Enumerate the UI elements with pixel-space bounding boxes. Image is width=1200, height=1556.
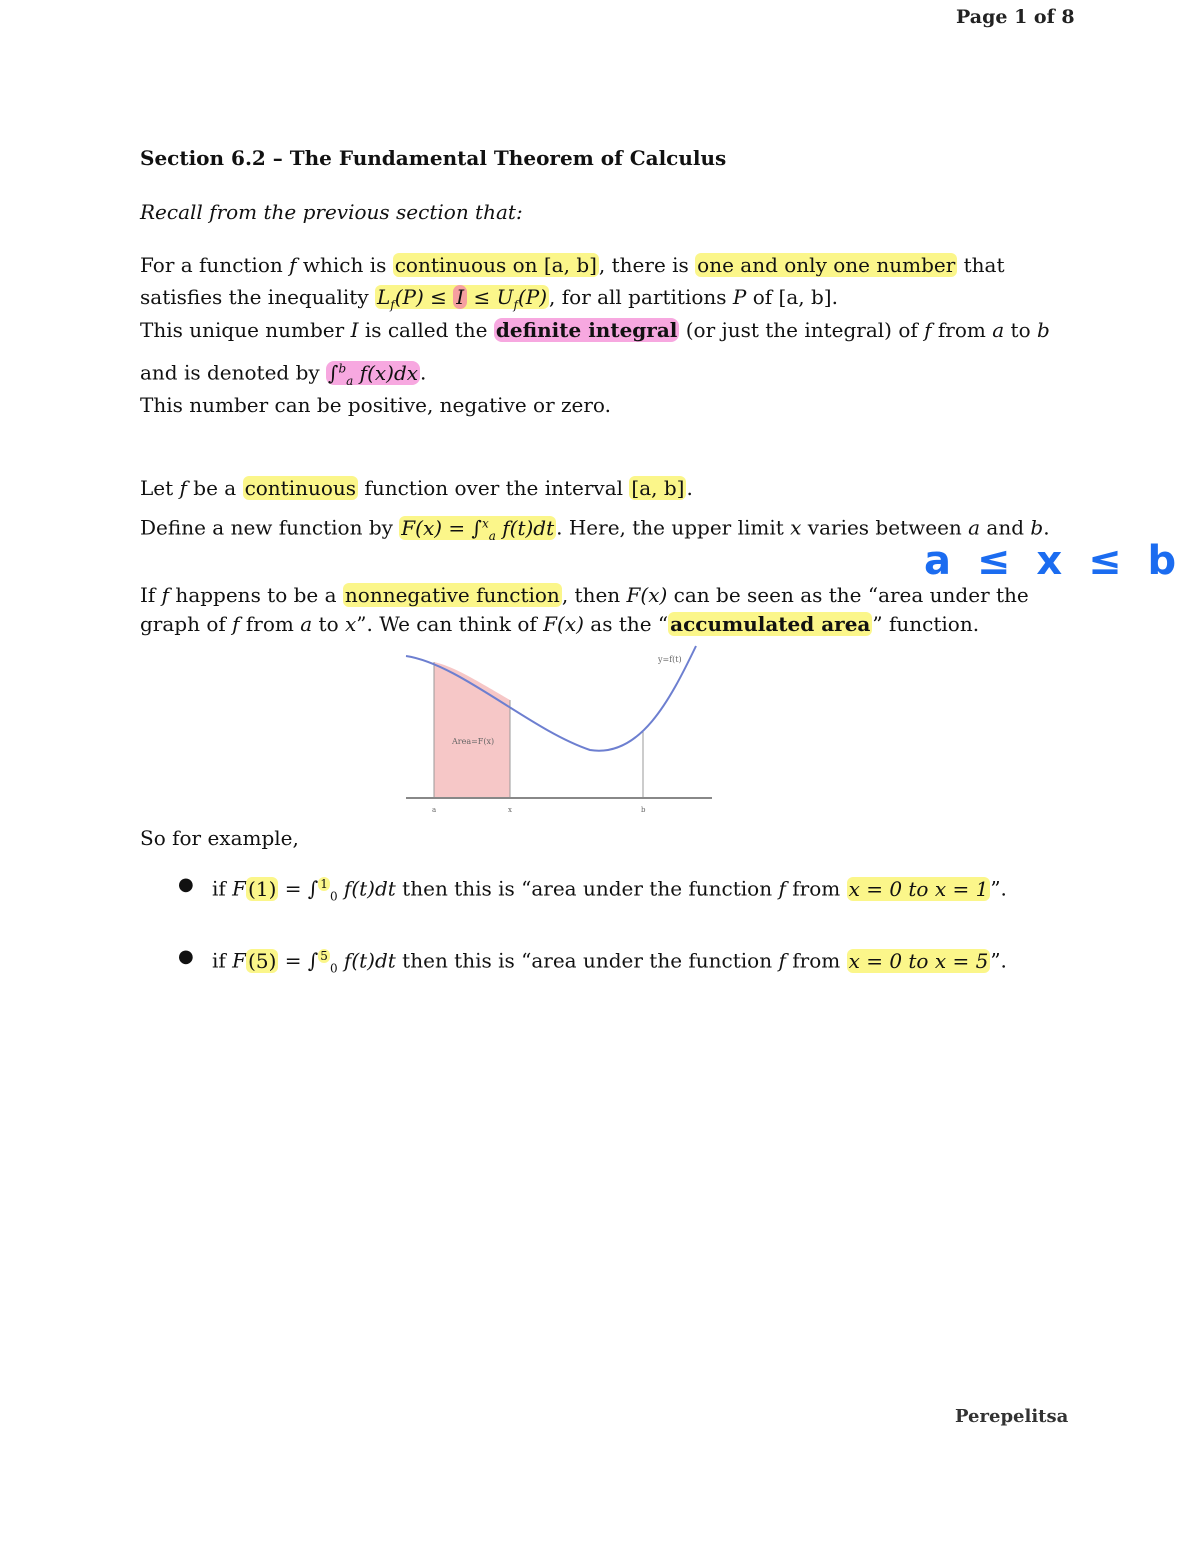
text: Define a new function by	[140, 515, 400, 540]
text: graph of	[140, 612, 233, 636]
text: =	[278, 876, 308, 901]
shaded-area	[434, 662, 510, 798]
text: if	[212, 876, 233, 901]
text: If	[140, 583, 162, 607]
math-f: f	[232, 612, 240, 636]
area-under-curve-figure	[400, 640, 720, 815]
integral-upper: b	[338, 361, 347, 375]
paragraph-nonnegative	[140, 581, 1029, 609]
highlight-I: I	[453, 285, 467, 309]
text: .	[1043, 515, 1050, 540]
area-label: Area=F(x)	[452, 737, 495, 746]
text: function over the interval	[358, 476, 630, 500]
integral-upper: x	[481, 516, 489, 530]
text: and	[980, 515, 1031, 540]
text: This unique number	[140, 318, 351, 342]
example-2	[212, 942, 1007, 983]
so-for-example: So for example,	[140, 826, 299, 850]
paragraph-denoted-by	[140, 354, 426, 395]
highlight-interval: [a, b]	[631, 476, 685, 500]
text: Let	[140, 476, 180, 500]
highlight-range: x = 0 to x = 5	[848, 948, 989, 973]
paragraph-sign: This number can be positive, negative or zero.	[140, 393, 611, 417]
math: (P)	[517, 285, 548, 309]
example-1	[212, 870, 1007, 911]
paragraph-definition-line1	[140, 251, 1005, 279]
highlight-arg: (5)	[248, 948, 277, 973]
text: .	[686, 476, 693, 500]
tick-b: b	[641, 806, 646, 814]
integral-sign: ∫	[307, 876, 319, 901]
text: ”.	[990, 876, 1007, 901]
highlight-arg: (1)	[248, 876, 277, 901]
text: which is	[296, 253, 393, 277]
integral-sign: ∫	[471, 515, 482, 540]
text: happens to be a	[169, 583, 343, 607]
section-title: Section 6.2 – The Fundamental Theorem of Calculus	[140, 146, 727, 170]
highlight-nonnegative-function: nonnegative function	[344, 583, 560, 607]
math-a: a	[300, 612, 313, 636]
math-F: F(x) =	[401, 515, 472, 540]
text: , for all partitions	[549, 285, 733, 309]
paragraph-definition-line3	[140, 316, 1050, 344]
math: (P) ≤	[394, 285, 454, 309]
text: then this is “area under the function	[395, 948, 779, 973]
math: ≤ U	[467, 285, 514, 309]
integral-expression: f(t)dt	[495, 515, 555, 540]
footer-author: Perepelitsa	[955, 1406, 1069, 1427]
highlight-accumulated-area: accumulated area	[670, 612, 871, 636]
highlight-F-definition	[399, 515, 556, 543]
text: .	[420, 360, 427, 385]
text: from	[931, 318, 993, 342]
highlight-integral-notation	[326, 360, 420, 388]
bullet-dot: ●	[178, 874, 194, 895]
integral-expression: f(t)dt	[337, 948, 396, 973]
math-f: f	[289, 253, 297, 277]
text: ”. We can think of	[356, 612, 544, 636]
math-x: x	[790, 515, 802, 540]
text: (or just the integral) of	[679, 318, 925, 342]
integral-upper: 1	[320, 877, 328, 891]
math-f: f	[161, 583, 170, 607]
handwritten-inequality: a ≤ x ≤ b	[924, 538, 1183, 584]
text: , there is	[598, 253, 696, 277]
highlight-range: x = 0 to x = 1	[848, 876, 989, 901]
tick-x: x	[508, 806, 512, 814]
text: , then	[561, 583, 627, 607]
math-f: f	[778, 876, 786, 901]
paragraph-let-f	[140, 474, 693, 502]
highlight-continuous-on: continuous on [a, b]	[394, 253, 597, 277]
math-F: F	[232, 876, 247, 901]
highlight-one-and-only: one and only one number	[697, 253, 956, 277]
integral-lower: 0	[329, 961, 338, 976]
integral-expression: f(t)dt	[337, 876, 396, 901]
math-f: f	[924, 318, 932, 342]
text: from	[239, 612, 301, 636]
text: as the “	[583, 612, 669, 636]
tick-a: a	[432, 806, 437, 814]
math-I: I	[350, 318, 359, 342]
highlight-definite-integral: definite integral	[495, 318, 678, 342]
recall-text: Recall from the previous section that:	[140, 200, 523, 224]
text: be a	[186, 476, 243, 500]
text: ”.	[990, 948, 1007, 973]
text: For a function	[140, 253, 290, 277]
math-Fx: F(x)	[543, 612, 584, 636]
math-b: b	[1030, 515, 1044, 540]
math-F: F	[232, 948, 247, 973]
math-sub: f	[390, 298, 395, 312]
text: that	[957, 253, 1005, 277]
integral-lower: a	[488, 528, 496, 543]
text: =	[278, 948, 308, 973]
math: L	[377, 285, 391, 309]
math-x: x	[344, 612, 357, 636]
integral-lower: 0	[329, 889, 338, 904]
text: from	[785, 876, 847, 901]
text: . Here, the upper limit	[556, 515, 791, 540]
integral-sign: ∫	[307, 948, 319, 973]
text: then this is “area under the function	[395, 876, 779, 901]
math-f: f	[179, 476, 187, 500]
paragraph-define-F	[140, 509, 1050, 550]
text: to	[312, 612, 345, 636]
text: from	[785, 948, 847, 973]
paragraph-definition-line2	[140, 283, 838, 319]
text: ” function.	[872, 612, 980, 636]
paragraph-accumulated	[140, 610, 979, 638]
math-a: a	[992, 318, 1005, 342]
integral-expression: f(x)dx	[353, 360, 419, 385]
math-Fx: F(x)	[626, 583, 668, 607]
math-b: b	[1036, 318, 1050, 342]
curve-label: y=f(t)	[658, 655, 682, 664]
text: can be seen as the “area under the	[667, 583, 1029, 607]
math-a: a	[968, 515, 981, 540]
math-P: P	[732, 285, 747, 309]
text: and is denoted by	[140, 360, 327, 385]
integral-upper: 5	[320, 949, 328, 963]
page-number: Page 1 of 8	[956, 6, 1075, 28]
integral-sign: ∫	[328, 360, 339, 385]
highlight-continuous: continuous	[244, 476, 357, 500]
text: is called the	[358, 318, 494, 342]
integral-lower: a	[346, 373, 354, 388]
text: varies between	[801, 515, 969, 540]
text: satisfies the inequality	[140, 285, 375, 309]
math-f: f	[778, 948, 786, 973]
highlight-inequality	[375, 285, 549, 312]
text: of [a, b].	[746, 285, 838, 309]
text: if	[212, 948, 233, 973]
bullet-dot: ●	[178, 946, 194, 967]
math-sub: f	[513, 298, 518, 312]
text: to	[1004, 318, 1037, 342]
